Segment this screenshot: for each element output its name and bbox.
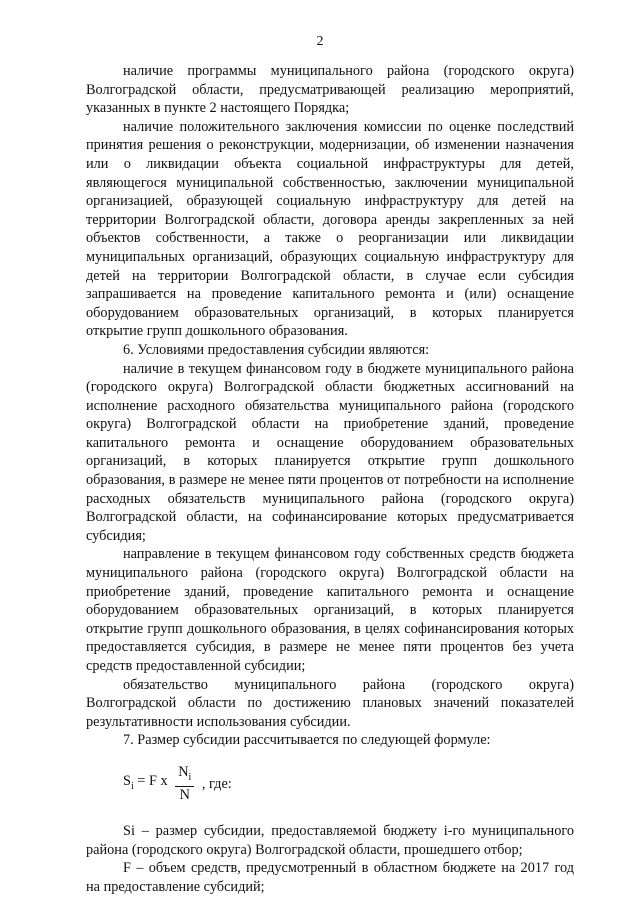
- paragraph-program: наличие программы муниципального района (городского округа) Волгоградской области, предусматривающей реализацию мероприятий, указанных в пункте 2 настоящего Порядка;: [86, 63, 574, 117]
- formula-lhs: $S_i = F$ x: [123, 772, 172, 792]
- page-number: 2: [316, 34, 324, 49]
- document-body: [86, 62, 574, 896]
- paragraph-f-definition: F – объем средств, предусмотренный в областном бюджете на 2017 год на предоставление субсидий;: [86, 860, 574, 895]
- formula-denominator: N: [179, 786, 190, 803]
- subsidy-formula: [123, 764, 574, 804]
- paragraph-own-funds: направление в текущем финансовом году собственных средств бюджета муниципального района (городского округа) Волгоградской области на приобретение зданий, проведение капитального ремонта и оснащение оборудованием образовательных организаций, в которых планируется открытие групп дошкольного образования, в целях софинансирования которых предоставляется субсидия, в размере не менее пяти процентов без учета средств предоставленной субсидии;: [86, 546, 574, 674]
- paragraph-si-definition: Si – размер субсидии, предоставляемой бюджету i-го муниципального района (городского округа) Волгоградской области, прошедшего отбор;: [86, 822, 574, 858]
- formula-tail: , где:: [198, 775, 232, 792]
- paragraph-conditions-heading: 6. Условиями предоставления субсидии являются:: [123, 341, 430, 358]
- paragraph-formula-intro: 7. Размер субсидии рассчитывается по следующей формуле:: [123, 732, 491, 749]
- formula-fraction: [175, 764, 194, 804]
- formula-numerator: $N_i$: [175, 764, 194, 787]
- paragraph-budget-allocations: наличие в текущем финансовом году в бюджете муниципального района (городского округа) Волгоградской области бюджетных ассигнований на исполнение расходного обязательства муниципального района (городского округа) Волгоградской области на приобретение зданий, проведение капитального ремонта и оснащение оборудованием образовательных организаций, в которых планируется открытие групп дошкольного образования, в размере не менее пяти процентов от потребности на исполнение расходных обязательств муниципального района (городского округа) Волгоградской области, на софинансирование которых предусматривается субсидия;: [86, 360, 574, 544]
- paragraph-obligation: обязательство муниципального района (городского округа) Волгоградской области по достижению плановых значений показателей результативности использования субсидии.: [86, 676, 574, 730]
- paragraph-commission-conclusion: наличие положительного заключения комиссии по оценке последствий принятия решения о реконструкции, модернизации, об изменении назначения или о ликвидации объекта социальной инфраструктуры для детей, являющегося муниципальной собственностью, заключении муниципальной организацией, образующей социальную инфраструктуру для детей на территории Волгоградской области, договора аренды закрепленных за ней объектов собственности, а также о реорганизации или ликвидации муниципальных организаций, образующих социальную инфраструктуру для детей на территории Волгоградской области, в случае если субсидия запрашивается на проведение капитального ремонта и (или) оснащение оборудованием образовательных организаций, в которых планируется открытие групп дошкольного образования.: [86, 118, 574, 340]
